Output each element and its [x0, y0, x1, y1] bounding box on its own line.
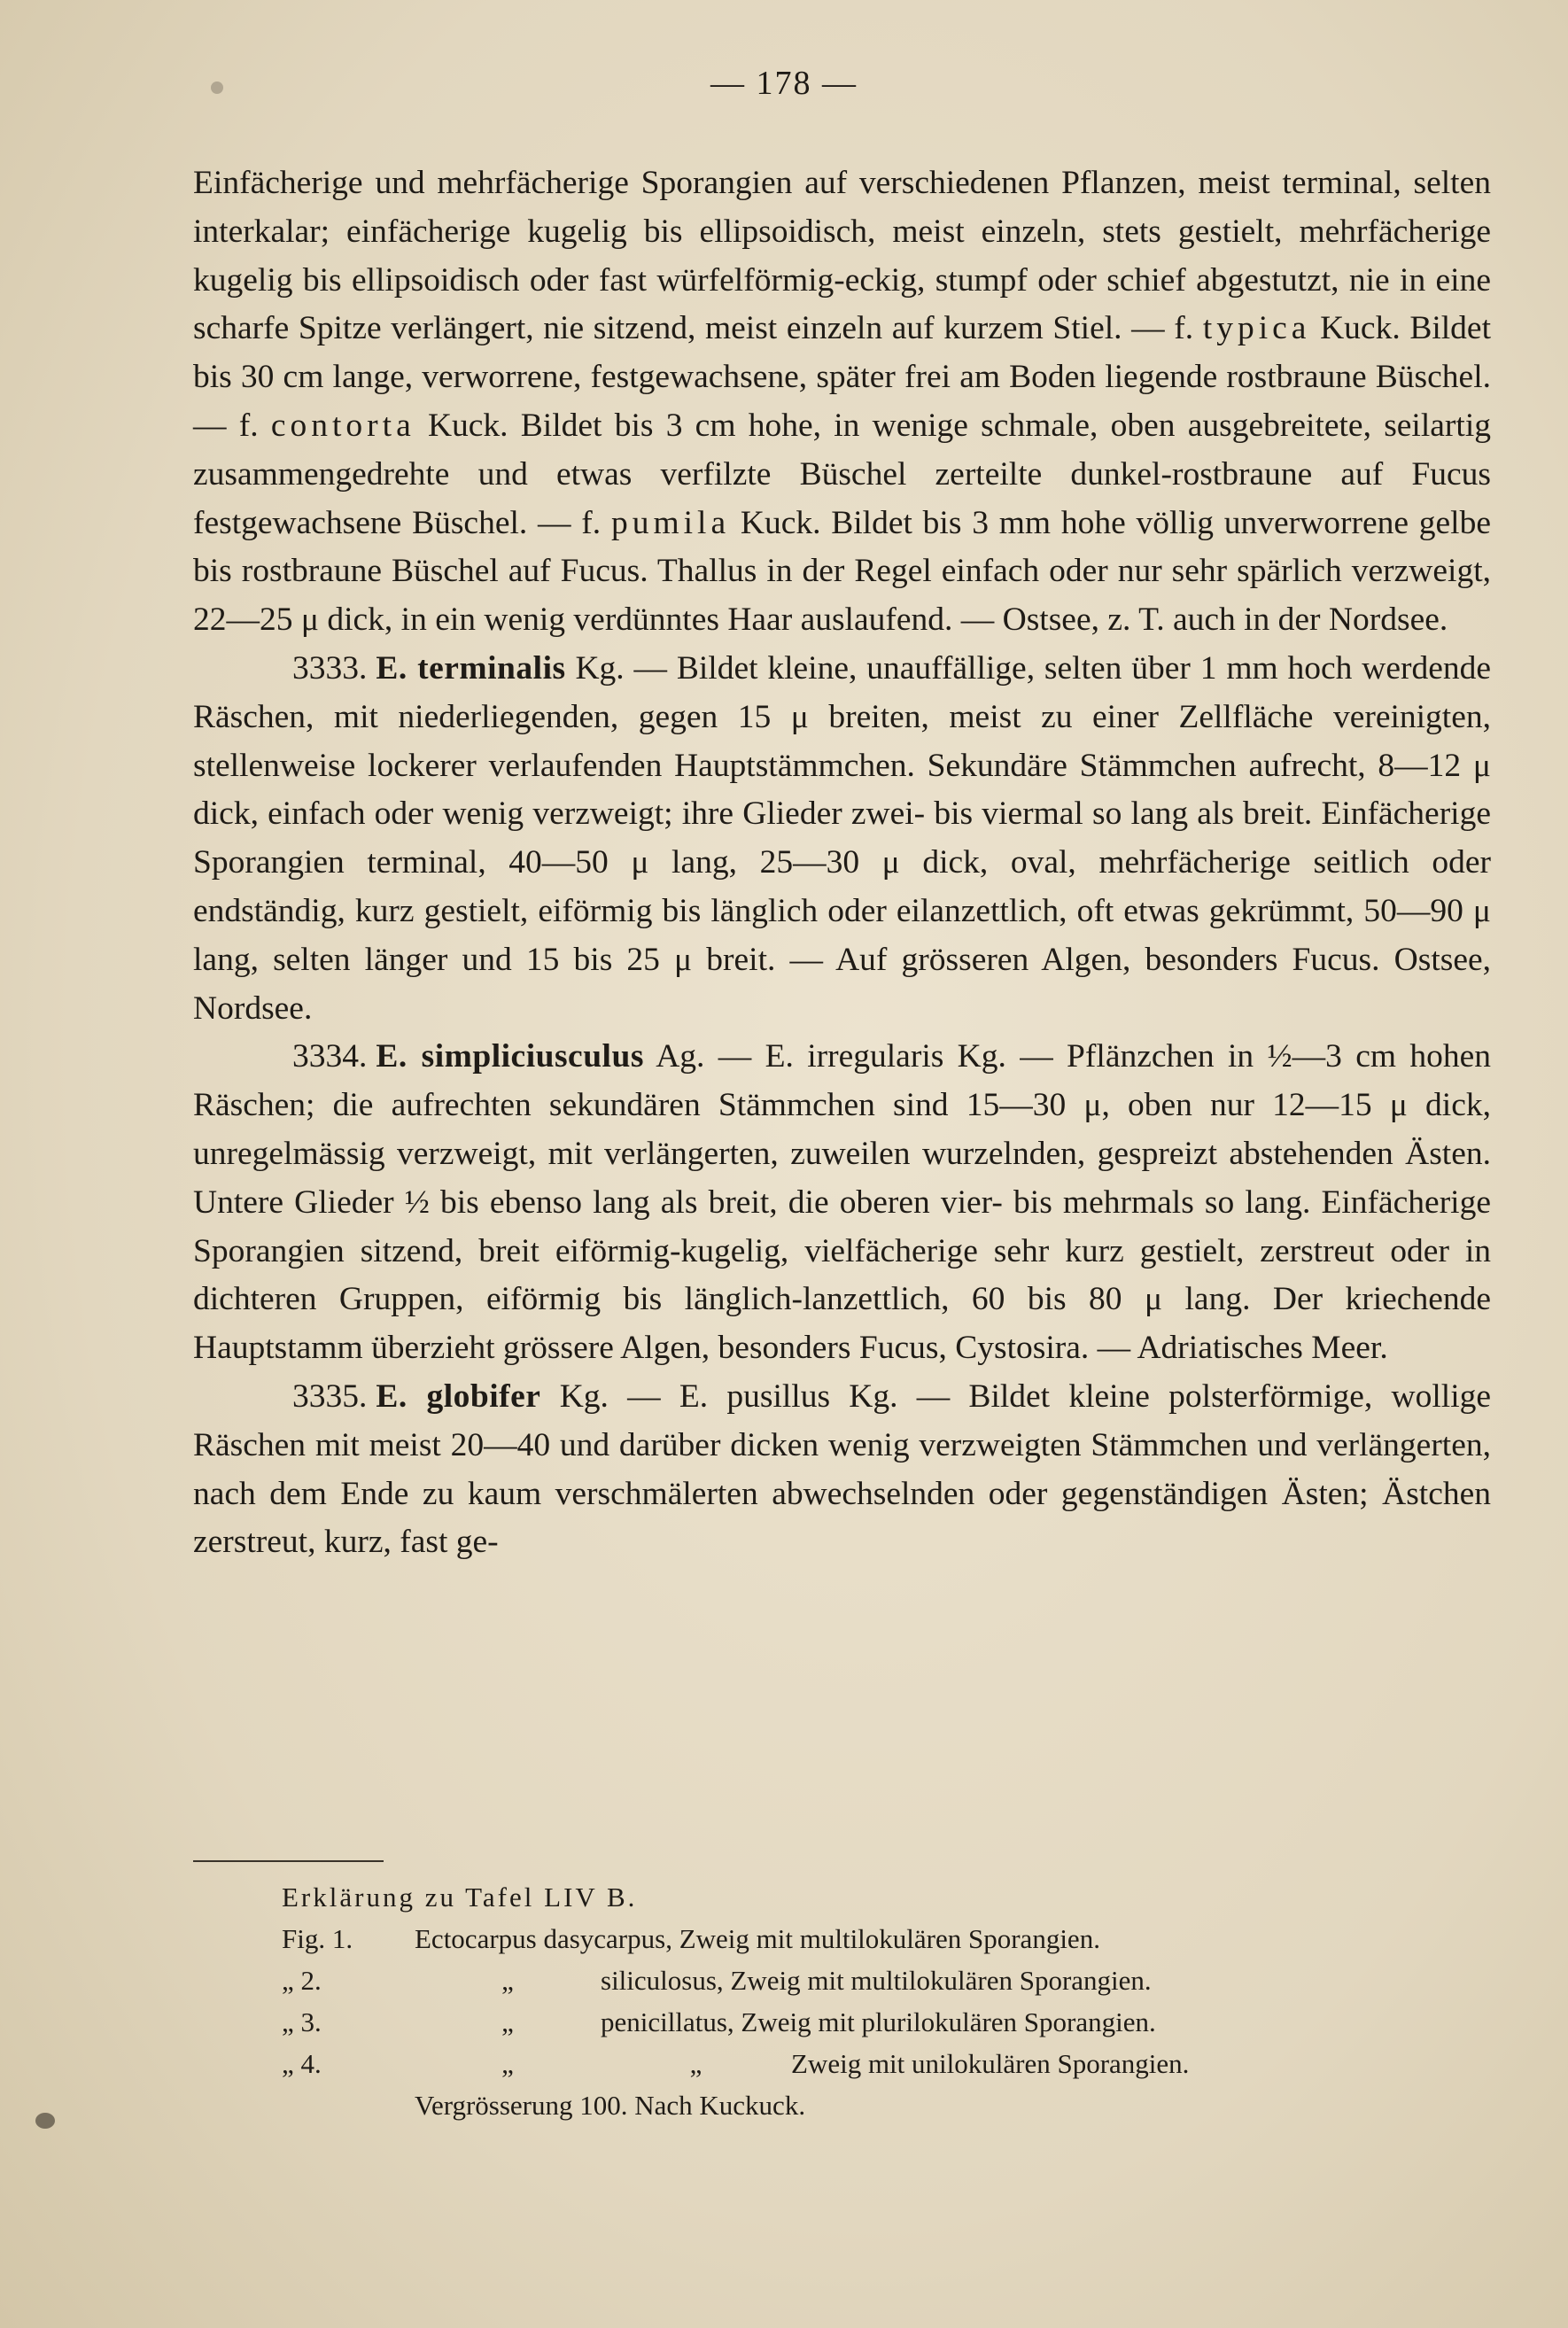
species-entry-3335 — [193, 1373, 1491, 1567]
forma-name: pumila — [610, 504, 731, 541]
plate-explanation-title: Erklärung zu Tafel LIV B. — [282, 1882, 638, 1913]
ink-spot — [35, 2113, 55, 2129]
ditto-mark: „ — [501, 2006, 514, 2037]
plate-explanation — [282, 1876, 1389, 2126]
figure-text: penicillatus, Zweig mit plurilokulären Sporangien. — [601, 2006, 1156, 2037]
paragraph-continuation — [193, 159, 1491, 645]
forma-name: typica — [1202, 310, 1311, 347]
body-text — [193, 159, 1491, 1567]
species-description: Ag. — E. irregularis Kg. — Pflänzchen in ½—3 cm hohen Räschen; die aufrechten sekundären Stämmchen sind 15—30 μ, oben nur 12—15 μ dick, unregelmässig verzweigt, mit verlängerten, zuweilen wurzelnden, gespreizt abstehenden Ästen. Untere Glieder ½ bis ebenso lang als breit, die oberen vier- bis mehrmals so lang. Einfächerige Sporangien sitzend, breit eiförmig-kugelig, vielfächerige sehr kurz gestielt, zerstreut oder in dichteren Gruppen, eiförmig bis länglich-lanzettlich, 60 bis 80 μ lang. Der kriechende Hauptstamm überzieht grössere Algen, besonders Fucus, Cystosira. — Adriatisches Meer. — [193, 1038, 1492, 1367]
page-number: — 178 — — [710, 65, 858, 102]
magnification-note: Vergrösserung 100. Nach Kuckuck. — [415, 2090, 806, 2121]
footnote-divider — [193, 1860, 384, 1862]
species-name: E. globifer — [376, 1377, 541, 1415]
species-name: E. terminalis — [376, 649, 566, 687]
figure-label: Fig. 1. — [282, 1923, 353, 1954]
figure-caption — [282, 1918, 1389, 1959]
species-name: E. simpliciusculus — [376, 1038, 644, 1075]
species-description: Kg. — E. pusillus Kg. — Bildet kleine polsterförmige, wollige Räschen mit meist 20—40 und darüber dicken wenig verzweigten Stämmchen und verlängerten, nach dem Ende zu kaum verschmälerten abwechselnden oder gegenständigen Ästen; Ästchen zerstreut, kurz, fast ge- — [193, 1377, 1492, 1561]
figure-caption — [282, 2001, 1389, 2043]
species-entry-3333 — [193, 645, 1491, 1033]
ditto-mark: „ — [501, 1965, 514, 1996]
figure-caption — [282, 1959, 1389, 2001]
species-number: 3334. — [292, 1038, 368, 1075]
figure-label: „ 4. — [282, 2048, 322, 2079]
figure-label: „ 3. — [282, 2006, 322, 2037]
paragraph-text: Einfächerige und mehrfächerige Sporangien auf verschiedenen Pflanzen, meist terminal, selten interkalar; einfächerige kugelig bis ellipsoidisch, meist einzeln, stets gestielt, mehrfächerige kugelig bis ellipsoidisch oder fast würfelförmig-eckig, stumpf oder schief abgestutzt, nie in eine scharfe Spitze verlängert, nie sitzend, meist einzeln auf kurzem Stiel. — f. — [193, 165, 1491, 347]
species-number: 3333. — [292, 649, 368, 687]
figure-text: Ectocarpus dasycarpus, Zweig mit multilokulären Sporangien. — [415, 1923, 1100, 1954]
paragraph-text: Kuck. Bildet bis 3 cm hohe, in wenige schmale, oben ausgebreitete, seilartig zusammengedrehte und etwas verfilzte Büschel zerteilte dunkel-rostbraune auf Fucus festgewachsene Büschel. — f. — [193, 407, 1491, 541]
paragraph-text: Kuck. Bildet bis 30 cm lange, verworrene, festgewachsene, später frei am Boden liegende rostbraune Büschel. — f. — [193, 310, 1491, 444]
species-entry-3334 — [193, 1033, 1491, 1373]
paragraph-text: Kuck. Bildet bis 3 mm hohe völlig unverworrene gelbe bis rostbraune Büschel auf Fucus. Thallus in der Regel einfach oder nur sehr spärlich verzweigt, 22—25 μ dick, in ein wenig verdünntes Haar auslaufend. — Ostsee, z. T. auch in der Nordsee. — [193, 504, 1491, 639]
figure-text: Zweig mit unilokulären Sporangien. — [791, 2048, 1190, 2079]
ditto-mark: „ — [501, 2048, 514, 2079]
figure-text: siliculosus, Zweig mit multilokulären Sporangien. — [601, 1965, 1152, 1996]
forma-name: contorta — [270, 407, 415, 444]
species-description: Kg. — Bildet kleine, unauffällige, selten über 1 mm hoch werdende Räschen, mit niederliegenden, gegen 15 μ breiten, meist zu einer Zellfläche vereinigten, stellenweise lockerer verlaufenden Hauptstämmchen. Sekundäre Stämmchen aufrecht, 8—12 μ dick, einfach oder wenig verzweigt; ihre Glieder zwei- bis viermal so lang als breit. Einfächerige Sporangien terminal, 40—50 μ lang, 25—30 μ dick, oval, mehrfächerige seitlich oder endständig, kurz gestielt, eiförmig bis länglich oder eilanzettlich, oft etwas gekrümmt, 50—90 μ lang, selten länger und 15 bis 25 μ breit. — Auf grösseren Algen, besonders Fucus. Ostsee, Nordsee. — [193, 649, 1492, 1027]
figure-label: „ 2. — [282, 1965, 322, 1996]
ditto-mark: „ — [689, 2048, 702, 2079]
figure-caption — [282, 2043, 1389, 2084]
species-number: 3335. — [292, 1377, 368, 1415]
ink-spot — [211, 81, 223, 94]
